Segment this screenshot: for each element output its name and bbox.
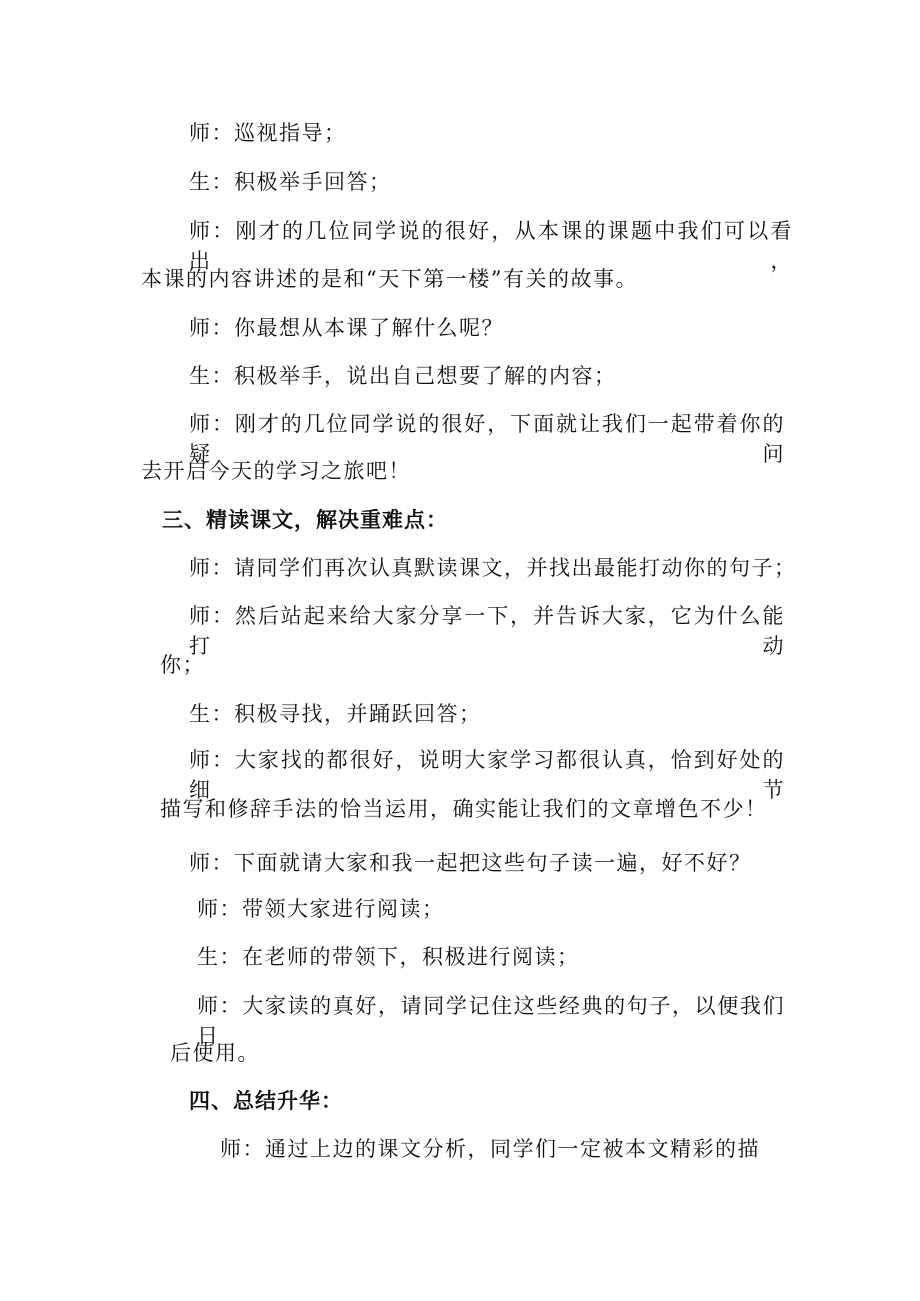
text-line: 描写和修辞手法的恰当运用，确实能让我们的文章增色不少！ <box>160 797 768 821</box>
text-line: 师：你最想从本课了解什么呢？ <box>189 316 504 340</box>
text-line: 师：下面就请大家和我一起把这些句子读一遍，好不好？ <box>189 851 752 875</box>
text-line: 师：通过上边的课文分析，同学们一定被本文精彩的描 <box>220 1137 760 1161</box>
text-line: 师：刚才的几位同学说的很好，从本课的课题中我们可以看出， <box>189 219 793 273</box>
text-line: 师：刚才的几位同学说的很好，下面就让我们一起带着你的疑问 <box>189 412 785 466</box>
text-line: 生：积极举手回答； <box>189 170 392 194</box>
text-line: 师：大家读的真好，请同学记住这些经典的句子，以便我们日 <box>197 994 785 1048</box>
text-line: 师：巡视指导； <box>189 121 347 145</box>
section-heading: 三、精读课文，解决重难点： <box>162 508 448 532</box>
text-line: 师：请同学们再次认真默读课文，并找出最能打动你的句子； <box>189 556 797 580</box>
text-line: 生：在老师的带领下，积极进行阅读； <box>197 945 580 969</box>
section-heading: 四、总结升华： <box>189 1089 343 1113</box>
text-line: 师：然后站起来给大家分享一下，并告诉大家，它为什么能打动 <box>189 604 785 658</box>
text-line: 生：积极寻找，并踊跃回答； <box>189 702 482 726</box>
text-line: 本课的内容讲述的是和“天下第一楼”有关的故事。 <box>141 267 638 291</box>
text-line: 你； <box>160 653 205 677</box>
text-line: 师：带领大家进行阅读； <box>197 897 445 921</box>
text-line: 生：积极举手，说出自己想要了解的内容； <box>189 364 617 388</box>
text-line: 去开启今天的学习之旅吧！ <box>141 459 411 483</box>
text-line: 后使用。 <box>170 1041 260 1065</box>
text-line: 师：大家找的都很好，说明大家学习都很认真，恰到好处的细节 <box>189 748 785 802</box>
